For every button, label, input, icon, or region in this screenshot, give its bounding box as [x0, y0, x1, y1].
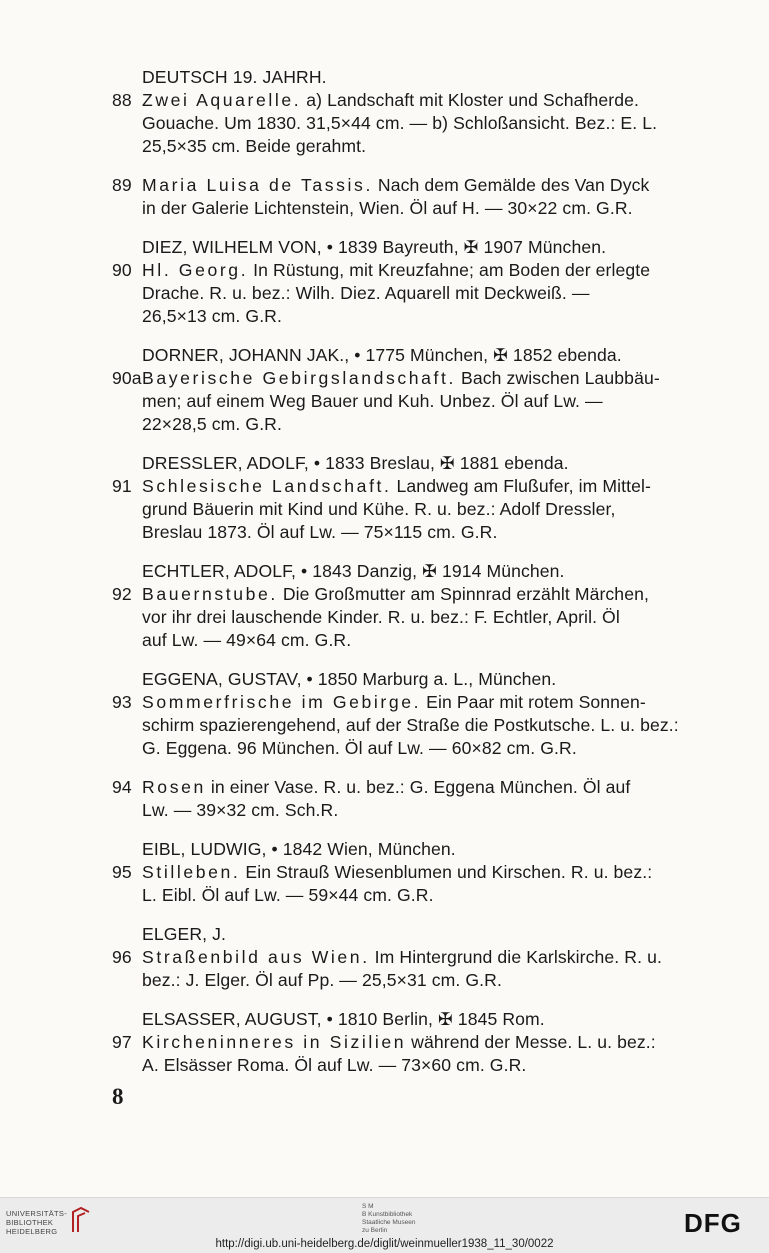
lot-entry: [112, 89, 724, 158]
entry-line: [142, 89, 724, 112]
spacer: [112, 158, 724, 174]
lot-number: 88: [112, 90, 132, 110]
lot-number: 89: [112, 175, 132, 195]
entry-line: schirm spazierengehend, auf der Straße die Postkutsche. L. u. bez.:: [142, 715, 679, 735]
dfg-logo[interactable]: DFG: [684, 1208, 742, 1238]
lot-title: Stilleben.: [142, 862, 241, 882]
entry-line: Gouache. Um 1830. 31,5×44 cm. — b) Schloßansicht. Bez.: E. L.: [142, 113, 658, 133]
lot-title: Maria Luisa de Tassis.: [142, 175, 373, 195]
catalog-text: [112, 66, 724, 1077]
university-library-logo[interactable]: [6, 1209, 67, 1236]
entry-line: grund Bäuerin mit Kind und Kühe. R. u. bez.: Adolf Dressler,: [142, 499, 616, 519]
section-heading: DEUTSCH 19. JAHRH.: [142, 67, 327, 87]
spacer: [112, 436, 724, 452]
lot-number: 92: [112, 584, 132, 604]
spacer: [112, 760, 724, 776]
entry-line: [142, 174, 724, 197]
entry-line: [142, 861, 724, 884]
entry-line: [142, 475, 724, 498]
institution-line: zu Berlin: [362, 1227, 388, 1234]
lot-entry: [112, 691, 724, 760]
spacer: [112, 220, 724, 236]
lot-title: Bayerische Gebirgslandschaft.: [142, 368, 457, 388]
lot-description: In Rüstung, mit Kreuzfahne; am Boden der erlegte: [248, 260, 651, 280]
spacer: [112, 328, 724, 344]
lot-entry: [112, 174, 724, 220]
entry-line: Lw. — 39×32 cm. Sch.R.: [142, 800, 339, 820]
holding-institution: [362, 1203, 415, 1235]
entry-line: A. Elsässer Roma. Öl auf Lw. — 73×60 cm. G.R.: [142, 1055, 527, 1075]
artist-heading: EIBL, LUDWIG, • 1842 Wien, München.: [142, 839, 456, 859]
lot-entry: [112, 1031, 724, 1077]
lot-entry: [112, 861, 724, 907]
entry-line: L. Eibl. Öl auf Lw. — 59×44 cm. G.R.: [142, 885, 434, 905]
entry-line: vor ihr drei lauschende Kinder. R. u. bez.: F. Echtler, April. Öl: [142, 607, 620, 627]
artist-heading: DORNER, JOHANN JAK., • 1775 München, ✠ 1852 ebenda.: [142, 345, 622, 365]
lot-entry: [112, 475, 724, 544]
entry-line: G. Eggena. 96 München. Öl auf Lw. — 60×82 cm. G.R.: [142, 738, 577, 758]
lot-title: Hl. Georg.: [142, 260, 249, 280]
lot-description: in einer Vase. R. u. bez.: G. Eggena München. Öl auf: [205, 777, 631, 797]
entry-line: [142, 776, 724, 799]
page-number: 8: [112, 1084, 124, 1109]
artist-heading: DRESSLER, ADOLF, • 1833 Breslau, ✠ 1881 ebenda.: [142, 453, 569, 473]
lot-number: 94: [112, 777, 132, 797]
artist-heading: ECHTLER, ADOLF, • 1843 Danzig, ✠ 1914 München.: [142, 561, 565, 581]
entry-line: [142, 691, 724, 714]
library-line: BIBLIOTHEK: [6, 1218, 54, 1227]
entry-line: [142, 583, 724, 606]
lot-title: Schlesische Landschaft.: [142, 476, 392, 496]
entry-line: auf Lw. — 49×64 cm. G.R.: [142, 630, 352, 650]
lot-title: Kircheninneres in Sizilien: [142, 1032, 407, 1052]
entry-line: Drache. R. u. bez.: Wilh. Diez. Aquarell mit Deckweiß. —: [142, 283, 590, 303]
lot-description: Ein Paar mit rotem Sonnen-: [421, 692, 646, 712]
lot-description: Bach zwischen Laubbäu-: [456, 368, 660, 388]
lot-title: Rosen: [142, 777, 206, 797]
spacer: [112, 822, 724, 838]
permalink-url[interactable]: http://digi.ub.uni-heidelberg.de/diglit/weinmueller1938_11_30/0022: [215, 1238, 554, 1250]
lot-title: Zwei Aquarelle.: [142, 90, 302, 110]
entry-line: men; auf einem Weg Bauer und Kuh. Unbez. Öl auf Lw. —: [142, 391, 603, 411]
lot-number: 90a: [112, 368, 142, 388]
spacer: [112, 992, 724, 1008]
lot-title: Bauernstube.: [142, 584, 278, 604]
institution-line: S M: [362, 1203, 374, 1210]
entry-line: 25,5×35 cm. Beide gerahmt.: [142, 136, 367, 156]
lot-entry: [112, 367, 724, 436]
library-line: UNIVERSITÄTS-: [6, 1209, 67, 1218]
lot-number: 91: [112, 476, 132, 496]
lot-description: a) Landschaft mit Kloster und Schafherde.: [301, 90, 639, 110]
lot-entry: [112, 583, 724, 652]
entry-line: 26,5×13 cm. G.R.: [142, 306, 282, 326]
lot-description: Im Hintergrund die Karlskirche. R. u.: [369, 947, 662, 967]
entry-line: 22×28,5 cm. G.R.: [142, 414, 282, 434]
spacer: [112, 652, 724, 668]
library-emblem-icon: [70, 1206, 92, 1234]
lot-description: Die Großmutter am Spinnrad erzählt Märchen,: [277, 584, 649, 604]
lot-number: 96: [112, 947, 132, 967]
lot-description: Landweg am Flußufer, im Mittel-: [391, 476, 651, 496]
lot-entry: [112, 776, 724, 822]
entry-line: Breslau 1873. Öl auf Lw. — 75×115 cm. G.R.: [142, 522, 498, 542]
lot-number: 93: [112, 692, 132, 712]
artist-heading: DIEZ, WILHELM VON, • 1839 Bayreuth, ✠ 1907 München.: [142, 237, 607, 257]
entry-line: bez.: J. Elger. Öl auf Pp. — 25,5×31 cm. G.R.: [142, 970, 502, 990]
lot-title: Sommerfrische im Gebirge.: [142, 692, 422, 712]
lot-title: Straßenbild aus Wien.: [142, 947, 370, 967]
library-line: HEIDELBERG: [6, 1227, 58, 1236]
artist-heading: ELGER, J.: [142, 924, 227, 944]
spacer: [112, 544, 724, 560]
artist-heading: EGGENA, GUSTAV, • 1850 Marburg a. L., München.: [142, 669, 557, 689]
lot-description: Ein Strauß Wiesenblumen und Kirschen. R. u. bez.:: [240, 862, 653, 882]
entry-line: [142, 946, 724, 969]
entry-line: [142, 259, 724, 282]
lot-number: 97: [112, 1032, 132, 1052]
artist-heading: ELSASSER, AUGUST, • 1810 Berlin, ✠ 1845 Rom.: [142, 1009, 545, 1029]
lot-entry: [112, 946, 724, 992]
lot-entry: [112, 259, 724, 328]
lot-description: während der Messe. L. u. bez.:: [406, 1032, 656, 1052]
spacer: [112, 907, 724, 923]
institution-line: Staatliche Museen: [362, 1219, 416, 1226]
lot-description: Nach dem Gemälde des Van Dyck: [372, 175, 650, 195]
entry-line: [142, 367, 724, 390]
institution-line: B Kunstbibliothek: [362, 1211, 413, 1218]
entry-line: in der Galerie Lichtenstein, Wien. Öl auf H. — 30×22 cm. G.R.: [142, 198, 633, 218]
entry-line: [142, 1031, 724, 1054]
lot-number: 95: [112, 862, 132, 882]
lot-number: 90: [112, 260, 132, 280]
viewer-footer: [0, 1197, 769, 1253]
